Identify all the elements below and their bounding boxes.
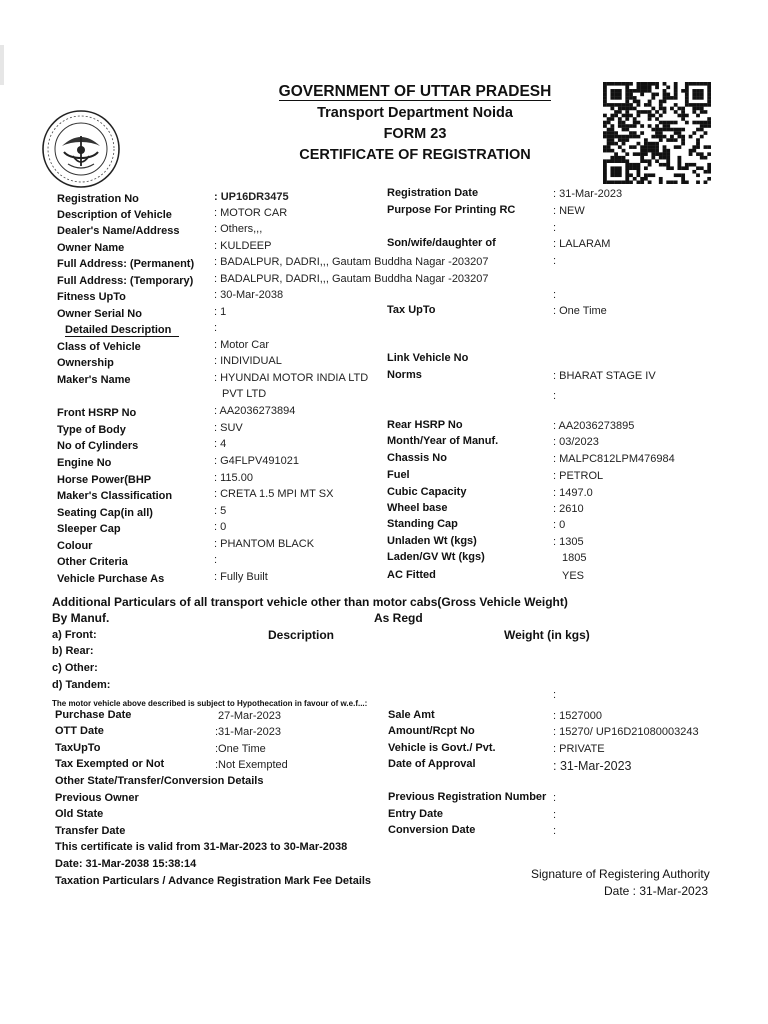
left-field-label: Description of Vehicle bbox=[57, 209, 172, 221]
signature-label: Signature of Registering Authority bbox=[531, 867, 710, 881]
left-field-label: Vehicle Purchase As bbox=[57, 573, 165, 585]
left-field-value: : INDIVIDUAL bbox=[214, 355, 282, 367]
left-field-value: : BADALPUR, DADRI,,, Gautam Buddha Nagar -203207 bbox=[214, 256, 489, 268]
right-field-value: : bbox=[553, 390, 557, 402]
left-field-label: Type of Body bbox=[57, 424, 126, 436]
left-field-label: Maker's Name bbox=[57, 374, 131, 386]
left-field-label: Front HSRP No bbox=[57, 407, 137, 419]
print-date: Date: 31-Mar-2038 15:38:14 bbox=[55, 858, 197, 870]
lower-right-label: Sale Amt bbox=[388, 709, 435, 721]
left-field-value: : 5 bbox=[214, 505, 227, 517]
left-field-label: Full Address: (Temporary) bbox=[57, 275, 194, 287]
lower-right-value: : bbox=[553, 825, 557, 837]
left-field-label: Detailed Description bbox=[65, 324, 179, 337]
as-regd-label: As Regd bbox=[374, 611, 423, 625]
left-field-value: : Fully Built bbox=[214, 571, 268, 583]
right-field-value: : LALARAM bbox=[553, 238, 611, 250]
right-field-label: Unladen Wt (kgs) bbox=[387, 535, 477, 547]
lower-left-label: Previous Owner bbox=[55, 792, 139, 804]
left-field-value: : 4 bbox=[214, 438, 227, 450]
right-field-label: Tax UpTo bbox=[387, 304, 436, 316]
right-field-label: AC Fitted bbox=[387, 569, 436, 581]
right-field-label: Standing Cap bbox=[387, 518, 458, 530]
right-field-label: Norms bbox=[387, 369, 422, 381]
left-field-value: : KULDEEP bbox=[214, 240, 272, 252]
left-field-value: : CRETA 1.5 MPI MT SX bbox=[214, 488, 334, 500]
left-field-label: Other Criteria bbox=[57, 556, 128, 568]
left-field-value: : 30-Mar-2038 bbox=[214, 289, 284, 301]
left-field-value: : G4FLPV491021 bbox=[214, 455, 300, 467]
left-field-label: Sleeper Cap bbox=[57, 523, 121, 535]
right-field-label: Registration Date bbox=[387, 187, 479, 199]
lower-right-value: : 15270/ UP16D21080003243 bbox=[553, 726, 699, 738]
lower-right-value: : bbox=[553, 792, 557, 804]
right-field-label: Son/wife/daughter of bbox=[387, 237, 496, 249]
lower-right-label: Amount/Rcpt No bbox=[388, 725, 475, 737]
lower-right-value: : 31-Mar-2023 bbox=[553, 759, 632, 773]
header-form: FORM 23 bbox=[383, 126, 447, 142]
lower-right-label: Previous Registration Number bbox=[388, 791, 547, 803]
right-field-label: Rear HSRP No bbox=[387, 419, 463, 431]
by-manuf-label: By Manuf. bbox=[52, 611, 110, 625]
left-field-label: Maker's Classification bbox=[57, 490, 173, 502]
rear-axle-label: b) Rear: bbox=[52, 645, 94, 657]
right-field-label: Chassis No bbox=[387, 452, 447, 464]
right-field-label: Fuel bbox=[387, 469, 410, 481]
right-field-value: : PETROL bbox=[553, 470, 604, 482]
lower-left-label: TaxUpTo bbox=[55, 742, 101, 754]
right-field-value: : 0 bbox=[553, 519, 566, 531]
left-field-label: Dealer's Name/Address bbox=[57, 225, 180, 237]
left-field-label: Owner Name bbox=[57, 242, 125, 254]
signature-date: Date : 31-Mar-2023 bbox=[604, 884, 709, 898]
right-field-label: Month/Year of Manuf. bbox=[387, 435, 499, 447]
hypothecation-colon: : bbox=[553, 689, 557, 701]
header-certificate: CERTIFICATE OF REGISTRATION bbox=[299, 147, 531, 163]
left-field-label: Colour bbox=[57, 540, 93, 552]
right-field-value: : AA2036273895 bbox=[553, 420, 635, 432]
right-field-value: : 1497.0 bbox=[553, 487, 593, 499]
lower-left-value: :31-Mar-2023 bbox=[215, 726, 282, 738]
left-field-label: Seating Cap(in all) bbox=[57, 507, 153, 519]
left-field-value: : SUV bbox=[214, 422, 243, 434]
right-field-value: : bbox=[553, 222, 557, 234]
lower-left-label: Tax Exempted or Not bbox=[55, 758, 165, 770]
other-axle-label: c) Other: bbox=[52, 662, 98, 674]
description-heading: Description bbox=[268, 628, 335, 642]
additional-particulars-title: Additional Particulars of all transport vehicle other than motor cabs(Gross Vehicle Weight) bbox=[52, 595, 568, 609]
lower-left-value: :Not Exempted bbox=[215, 759, 288, 771]
left-field-label: Class of Vehicle bbox=[57, 341, 141, 353]
validity-text: This certificate is valid from 31-Mar-2023 to 30-Mar-2038 bbox=[55, 841, 348, 853]
weight-heading: Weight (in kgs) bbox=[504, 628, 590, 642]
left-field-value: : HYUNDAI MOTOR INDIA LTD bbox=[214, 372, 369, 384]
right-field-value: : BHARAT STAGE IV bbox=[553, 370, 656, 382]
right-field-value: 1805 bbox=[562, 552, 587, 564]
lower-right-label: Entry Date bbox=[388, 808, 444, 820]
right-field-value: : NEW bbox=[553, 205, 585, 217]
left-field-value: : MOTOR CAR bbox=[214, 207, 288, 219]
right-field-value: : bbox=[553, 289, 557, 301]
lower-left-label: OTT Date bbox=[55, 725, 104, 737]
lower-left-label: Purchase Date bbox=[55, 709, 132, 721]
left-field-value: : bbox=[214, 554, 218, 566]
right-field-label: Laden/GV Wt (kgs) bbox=[387, 551, 485, 563]
right-field-value: : MALPC812LPM476984 bbox=[553, 453, 675, 465]
lower-right-value: : 1527000 bbox=[553, 710, 602, 722]
lower-left-label: Old State bbox=[55, 808, 104, 820]
right-field-label: Purpose For Printing RC bbox=[387, 204, 516, 216]
left-field-value: : 0 bbox=[214, 521, 227, 533]
left-field-label: No of Cylinders bbox=[57, 440, 139, 452]
right-field-value: : 31-Mar-2023 bbox=[553, 188, 623, 200]
right-field-value: YES bbox=[562, 570, 585, 582]
lower-left-label: Transfer Date bbox=[55, 825, 126, 837]
lower-right-label: Conversion Date bbox=[388, 824, 476, 836]
left-field-label: Horse Power(BHP bbox=[57, 474, 152, 486]
left-field-value: : BADALPUR, DADRI,,, Gautam Buddha Nagar -203207 bbox=[214, 273, 489, 285]
taxation-particulars: Taxation Particulars / Advance Registration Mark Fee Details bbox=[55, 875, 372, 887]
right-field-value: : 1305 bbox=[553, 536, 584, 548]
left-field-value: : bbox=[214, 322, 218, 334]
left-field-label: Full Address: (Permanent) bbox=[57, 258, 195, 270]
header-department: Transport Department Noida bbox=[317, 105, 513, 121]
lower-right-value: : bbox=[553, 809, 557, 821]
right-field-value: : 03/2023 bbox=[553, 436, 599, 448]
left-field-label: Fitness UpTo bbox=[57, 291, 126, 303]
left-field-value: : AA2036273894 bbox=[214, 405, 296, 417]
left-field-label: Engine No bbox=[57, 457, 112, 469]
right-field-label: Wheel base bbox=[387, 502, 448, 514]
scan-edge-mark bbox=[0, 45, 4, 85]
right-field-value: : One Time bbox=[553, 305, 607, 317]
lower-right-value: : PRIVATE bbox=[553, 743, 605, 755]
right-field-label: Cubic Capacity bbox=[387, 486, 467, 498]
lower-right-label: Vehicle is Govt./ Pvt. bbox=[388, 742, 496, 754]
lower-left-value: 27-Mar-2023 bbox=[218, 710, 281, 722]
left-field-value: : Others,,, bbox=[214, 223, 263, 235]
left-field-label: Owner Serial No bbox=[57, 308, 142, 320]
right-field-value: : bbox=[553, 255, 557, 267]
tandem-axle-label: d) Tandem: bbox=[52, 679, 111, 691]
left-field-label: Ownership bbox=[57, 357, 114, 369]
right-field-value: : 2610 bbox=[553, 503, 584, 515]
left-field-value: PVT LTD bbox=[222, 388, 267, 400]
lower-left-label: Other State/Transfer/Conversion Details bbox=[55, 775, 264, 787]
hypothecation-note: The motor vehicle above described is subject to Hypothecation in favour of w.e.f...: bbox=[52, 699, 368, 708]
left-field-label: Registration No bbox=[57, 193, 139, 205]
header-government: GOVERNMENT OF UTTAR PRADESH bbox=[278, 83, 552, 100]
right-field-label: Link Vehicle No bbox=[387, 352, 469, 364]
left-field-value: : 115.00 bbox=[214, 472, 253, 484]
left-field-value: : 1 bbox=[214, 306, 227, 318]
left-field-value: : UP16DR3475 bbox=[214, 191, 289, 203]
left-field-value: : PHANTOM BLACK bbox=[214, 538, 315, 550]
lower-right-label: Date of Approval bbox=[388, 758, 476, 770]
lower-left-value: :One Time bbox=[215, 743, 266, 755]
left-field-value: : Motor Car bbox=[214, 339, 270, 351]
front-axle-label: a) Front: bbox=[52, 629, 97, 641]
